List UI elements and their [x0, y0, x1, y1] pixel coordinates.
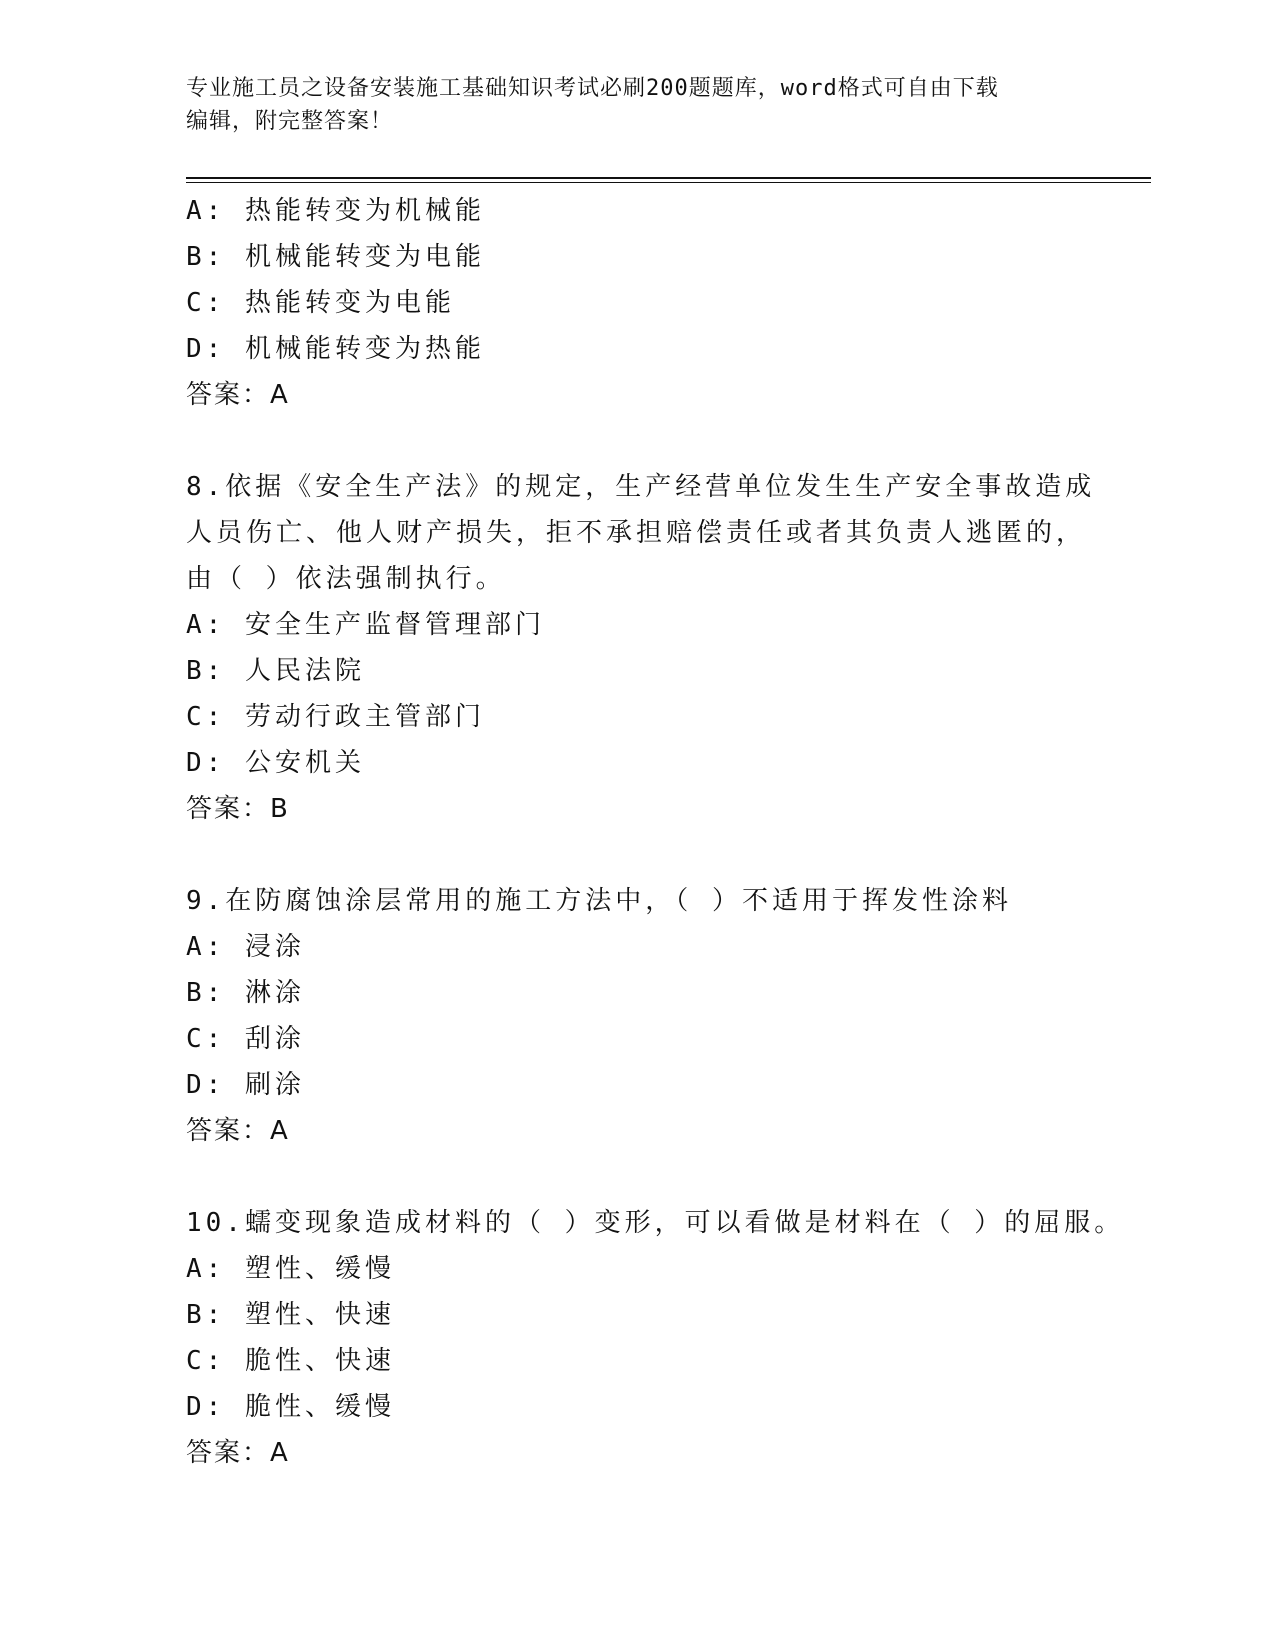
option-c: C: 热能转变为电能 [186, 288, 455, 318]
header-divider-thick [186, 177, 1151, 179]
option-b: B: 淋涂 [186, 978, 305, 1008]
option-a: A: 塑性、缓慢 [186, 1254, 395, 1284]
spacer [186, 832, 1086, 878]
option-a: A: 安全生产监督管理部门 [186, 610, 545, 640]
document-header [186, 72, 1066, 138]
option-a: A: 浸涂 [186, 932, 305, 962]
question-10-block [186, 1200, 1125, 1476]
spacer [186, 418, 1086, 464]
spacer [186, 1154, 1086, 1200]
question-text-line: 人员伤亡、他人财产损失，拒不承担赔偿责任或者其负责人逃匿的， [186, 518, 1087, 548]
answer-label: 答案：A [186, 1438, 290, 1468]
option-d: D: 公安机关 [186, 748, 365, 778]
header-line-2: 编辑，附完整答案！ [186, 109, 394, 134]
question-text-line: 10.蠕变现象造成材料的（ ）变形，可以看做是材料在（ ）的屈服。 [186, 1208, 1125, 1238]
header-line-1: 专业施工员之设备安装施工基础知识考试必刷200题题库，word格式可自由下载 [186, 76, 999, 101]
option-a: A: 热能转变为机械能 [186, 196, 485, 226]
option-c: C: 劳动行政主管部门 [186, 702, 485, 732]
option-c: C: 刮涂 [186, 1024, 305, 1054]
option-d: D: 脆性、缓慢 [186, 1392, 395, 1422]
option-d: D: 刷涂 [186, 1070, 305, 1100]
document-body [186, 188, 1125, 1476]
option-c: C: 脆性、快速 [186, 1346, 395, 1376]
header-divider-thin [186, 182, 1151, 183]
question-text-line: 9.在防腐蚀涂层常用的施工方法中，（ ）不适用于挥发性涂料 [186, 886, 1012, 916]
option-d: D: 机械能转变为热能 [186, 334, 485, 364]
answer-label: 答案：B [186, 794, 290, 824]
question-7-block [186, 188, 1086, 418]
option-b: B: 塑性、快速 [186, 1300, 395, 1330]
question-text-line: 由（ ）依法强制执行。 [186, 564, 506, 594]
question-text-line: 8.依据《安全生产法》的规定，生产经营单位发生生产安全事故造成 [186, 472, 1096, 502]
question-9-block [186, 878, 1086, 1154]
option-b: B: 机械能转变为电能 [186, 242, 485, 272]
option-b: B: 人民法院 [186, 656, 365, 686]
answer-label: 答案：A [186, 1116, 290, 1146]
answer-label: 答案：A [186, 380, 290, 410]
question-8-block [186, 464, 1096, 832]
